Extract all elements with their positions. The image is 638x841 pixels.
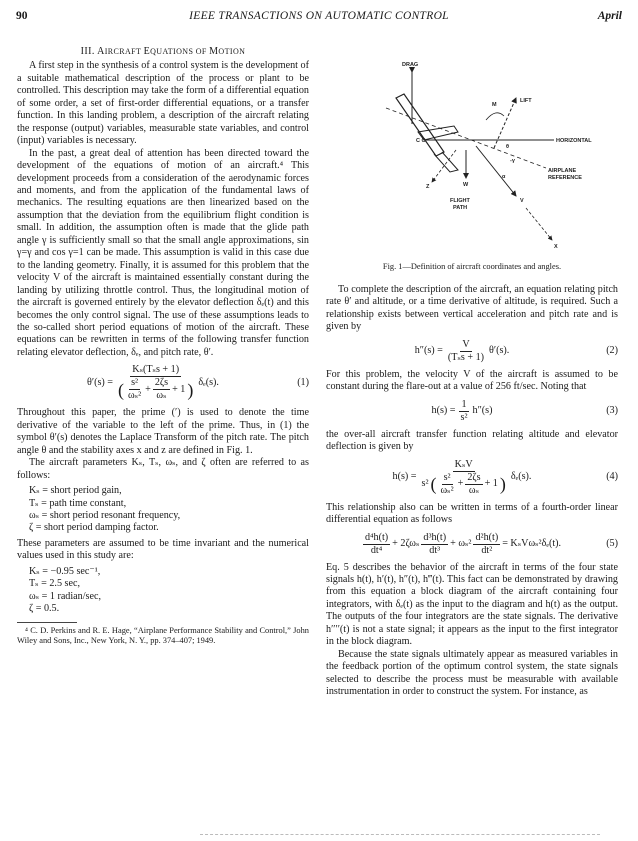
aircraft-outline bbox=[396, 94, 444, 156]
svg-text:θ: θ bbox=[506, 144, 509, 150]
journal-title: IEEE TRANSACTIONS ON AUTOMATIC CONTROL bbox=[189, 10, 449, 22]
equation-1: θ′(s) = Kₛ(Tₛs + 1) ( $\frac{\text{s²}}{\text{ωₛ²}}$ + $\frac{2\zeta s}{\text{ωₛ}}$ + 1 ) δₑ(s). (1) bbox=[87, 364, 309, 402]
figure-caption: Fig. 1—Definition of aircraft coordinates and angles. bbox=[382, 262, 562, 271]
equation-5: $\frac{\text{d⁴h(t)}}{\text{dt⁴}}$ + 2ζωₛ $\frac{\text{d³h(t)}}{\text{dt³}}$ + ωₛ² $\frac{\text{d²h(t)}}{\text{dt²}}$ = KₛVωₛ²δₑ(t). (5) bbox=[364, 531, 618, 556]
paragraph: the over-all aircraft transfer function relating altitude and elevator deflection is given by bbox=[326, 428, 618, 453]
svg-text:HORIZONTAL: HORIZONTAL bbox=[556, 138, 592, 144]
equation-number: (4) bbox=[606, 471, 618, 483]
equation-number: (3) bbox=[606, 404, 618, 416]
paragraph: Because the state signals ultimately appear as measured variables in the feedback portion of the optimum control system, the state signals selected to describe the process must be measurable with available instrumentation in order to construct the system. For instance, as bbox=[326, 648, 618, 698]
left-column bbox=[17, 46, 309, 646]
equation-number: (5) bbox=[606, 537, 618, 549]
equation-number: (2) bbox=[606, 345, 618, 357]
svg-text:-γ: -γ bbox=[510, 158, 515, 164]
paragraph: For this problem, the velocity V of the aircraft is assumed to be constant during the flare-out at a value of 256 ft/sec. Noting that bbox=[326, 368, 618, 393]
paragraph: To complete the description of the aircraft, an equation relating pitch rate θ′ and altitude, or a time derivative of altitude, is required. Such a relationship exists between vertical acceleration and pitch rate and is given by bbox=[326, 284, 618, 333]
label-drag: DRAG bbox=[402, 62, 419, 68]
svg-text:α: α bbox=[502, 174, 506, 180]
issue-month: April bbox=[597, 10, 622, 22]
paragraph: The aircraft parameters Kₛ, Tₛ, ωₛ, and ζ often are referred to as follows: bbox=[17, 457, 309, 481]
svg-text:LIFT: LIFT bbox=[520, 98, 532, 104]
parameter-definitions: Kₛ = short period gain, Tₛ = path time constant, ωₛ = short period resonant frequency, ζ = short period damping factor. bbox=[29, 485, 181, 534]
svg-text:V: V bbox=[520, 198, 524, 204]
footnote-rule bbox=[17, 622, 77, 623]
figure-aircraft-coordinates bbox=[326, 60, 618, 256]
svg-text:REFERENCE: REFERENCE bbox=[548, 175, 582, 181]
paragraph: This relationship also can be written in terms of a fourth-order linear differential equation as follows bbox=[326, 501, 618, 526]
running-header bbox=[16, 10, 622, 26]
right-column bbox=[326, 284, 618, 699]
svg-text:X: X bbox=[554, 244, 558, 250]
parameter-values: Kₛ = −0.95 sec⁻¹, Tₛ = 2.5 sec, ωₛ = 1 radian/sec, ζ = 0.5. bbox=[29, 565, 102, 615]
scan-artifact-line bbox=[200, 834, 600, 835]
section-heading: III. AIRCRAFT EQUATIONS OF MOTION bbox=[80, 46, 246, 57]
svg-text:AIRPLANE: AIRPLANE bbox=[548, 168, 577, 174]
svg-text:W: W bbox=[463, 182, 469, 188]
paragraph: In the past, a great deal of attention has been directed toward the development of the equations of motion of an aircraft.⁴ This development proceeds from a consideration of the aerodynamic forces and moments, and from the application of the fundamental laws of mechanics. The resulting equations are then linearized based on the assumption that the deviation from the equilibrium flight condition is small. In addition, the assumption often is made that the glide path angle γ is sufficiently small so that the small angle approximations, sin γ=γ and cos γ=1 can be made. This assumption is valid in this case due to the landing geometry. Finally, it is assumed for this problem that the velocity V of the aircraft is maintained essentially constant during the landing by utilizing throttle control. Thus, the longitudinal motion of the aircraft is governed entirely by the elevator deflection δₑ(t) and this becomes the only control signal. The use of these assumptions leads to the so-called short period equations of motion of the aircraft. These equations can be rewritten in terms of the following transfer function relating elevator deflection, δₑ, and pitch rate, θ′. bbox=[17, 147, 309, 358]
equation-2: h″(s) = $\frac{V}{\text{(Tₛs + 1)}}$ θ′(s). (2) bbox=[414, 338, 618, 363]
equation-number: (1) bbox=[297, 377, 309, 389]
paragraph: A first step in the synthesis of a control system is the development of a suitable mathematical description of the process or plant to be controlled. This description may take the form of a differential equation of some order, a set of first-order differential equations, or a transfer function. In this landing problem, a description of the aircraft relating the response (output) variables, measurable state variables, and control (input) variables is necessary. bbox=[17, 60, 309, 147]
svg-text:C G: C G bbox=[416, 138, 426, 144]
equation-4: h(s) = KₛV s² ( $\frac{\text{s²}}{\text{ωₛ²}}$ + $\frac{2\zeta s}{\text{ωₛ}}$ + 1 ) δₑ(s). (4) bbox=[392, 458, 618, 496]
svg-text:FLIGHT: FLIGHT bbox=[450, 198, 470, 204]
page-number: 90 bbox=[16, 10, 28, 22]
svg-text:PATH: PATH bbox=[453, 205, 468, 211]
footnote: ⁴ C. D. Perkins and R. E. Hage, “Airplane Performance Stability and Control,” John Wiley and Sons, Inc., New York, N. Y., pp. 374–407; 1949. bbox=[17, 625, 309, 645]
paragraph: These parameters are assumed to be time invariant and the numerical values used in this study are: bbox=[17, 537, 309, 562]
paragraph: Eq. 5 describes the behavior of the aircraft in terms of the four state signals h(t), h′(t), h″(t), h‴(t). This fact can be demonstrated by drawing from this equation a block diagram of the aircraft containing four integrators, with δₑ(t) as the input to the diagram and h(t) as the output. The outputs of the four integrators are the state signals. The derivative h′′′′(t) is not a state signal; it appears as the input to the first integrator in the block diagram. bbox=[326, 561, 618, 648]
svg-text:M: M bbox=[492, 102, 497, 108]
svg-text:Z: Z bbox=[426, 184, 430, 190]
equation-3: h(s) = $\frac{1}{\text{s²}}$ h″(s) (3) bbox=[431, 398, 618, 423]
paragraph: Throughout this paper, the prime (′) is used to denote the time derivative of the variable to the left of the prime. Thus, in (1) the symbol θ′(s) denotes the Laplace Transform of the pitch rate. The pitch angle θ and the stability axes x and z are defined in Fig. 1. bbox=[17, 407, 309, 456]
